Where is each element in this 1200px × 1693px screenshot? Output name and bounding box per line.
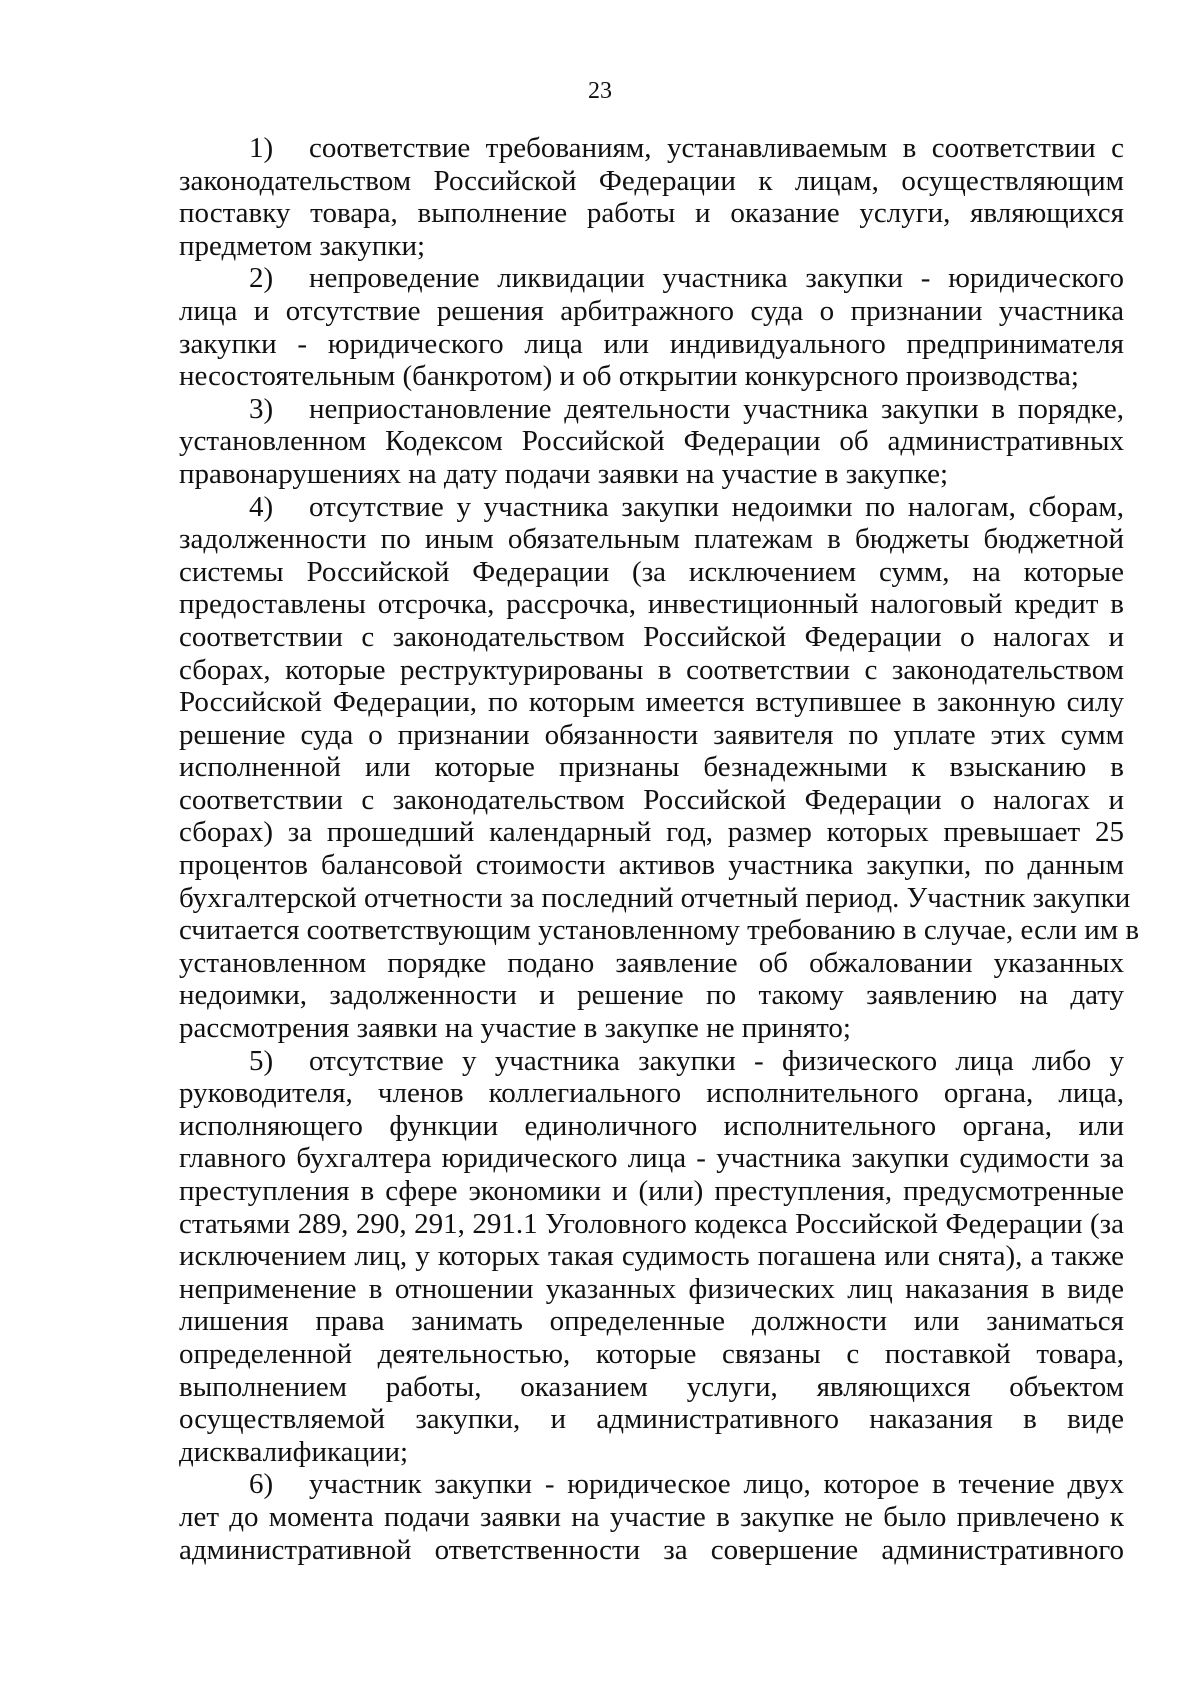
line-text: неприостановление деятельности участника закупки в порядке,: [309, 392, 1124, 425]
text-line: установленном порядке подано заявление об обжаловании указанных: [179, 946, 1124, 979]
text-line: административной ответственности за совершение административного: [179, 1533, 1124, 1566]
line-text: соответствие требованиям, устанавливаемым в соответствии с: [309, 132, 1124, 164]
text-line: [179, 1468, 1124, 1501]
text-line: [179, 262, 1124, 295]
text-line: поставку товара, выполнение работы и оказание услуги, являющихся: [179, 197, 1124, 230]
text-line: [179, 393, 1124, 426]
text-line: системы Российской Федерации (за исключением сумм, на которые: [179, 555, 1124, 588]
list-item: [179, 490, 1140, 1045]
text-line: исключением лиц, у которых такая судимость погашена или снята), а также: [179, 1240, 1124, 1273]
text-line: недоимки, задолженности и решение по такому заявлению на дату: [179, 979, 1124, 1012]
text-line: предметом закупки;: [179, 229, 426, 262]
text-line: рассмотрения заявки на участие в закупке не принято;: [179, 1012, 851, 1045]
text-line: [179, 1045, 1124, 1078]
list-item: [179, 393, 1124, 491]
page-number: 23: [588, 78, 612, 104]
text-line: исполняющего функции единоличного исполнительного органа, или: [179, 1109, 1124, 1142]
text-line: руководителя, членов коллегиального исполнительного органа, лица,: [179, 1077, 1124, 1110]
text-line: предоставлены отсрочка, рассрочка, инвестиционный налоговый кредит в: [179, 588, 1124, 621]
text-line: выполнением работы, оказанием услуги, являющихся объектом: [179, 1370, 1124, 1403]
list-item: [179, 1045, 1124, 1469]
item-number: 2): [249, 262, 274, 295]
list-item: [179, 132, 1124, 262]
document-body: [179, 132, 1140, 1566]
line-text: непроведение ликвидации участника закупки - юридического: [309, 262, 1124, 295]
text-line: исполненной или которые признаны безнадежными к взысканию в: [179, 751, 1124, 784]
item-number: 1): [249, 132, 274, 164]
text-line: лет до момента подачи заявки на участие в закупке не было привлечено к: [179, 1500, 1124, 1533]
text-line: лица и отсутствие решения арбитражного суда о признании участника: [179, 294, 1124, 327]
list-item: [179, 262, 1124, 392]
text-line: сборах, которые реструктурированы в соответствии с законодательством: [179, 653, 1124, 686]
text-line: Российской Федерации, по которым имеется вступившее в законную силу: [179, 686, 1124, 719]
item-number: 4): [249, 490, 274, 523]
text-line: законодательством Российской Федерации к лицам, осуществляющим: [179, 164, 1124, 197]
text-line: сборах) за прошедший календарный год, размер которых превышает 25: [179, 816, 1124, 849]
item-number: 3): [249, 392, 274, 425]
item-number: 5): [249, 1044, 274, 1077]
text-line: определенной деятельностью, которые связаны с поставкой товара,: [179, 1337, 1124, 1370]
text-line: несостоятельным (банкротом) и об открытии конкурсного производства;: [179, 360, 1079, 393]
text-line: соответствии с законодательством Российской Федерации о налогах и: [179, 783, 1124, 816]
line-text: отсутствие у участника закупки недоимки по налогам, сборам,: [309, 490, 1124, 523]
line-text: отсутствие у участника закупки - физического лица либо у: [309, 1044, 1124, 1077]
text-line: [179, 491, 1124, 524]
text-line: процентов балансовой стоимости активов участника закупки, по данным: [179, 849, 1124, 882]
text-line: решение суда о признании обязанности заявителя по уплате этих сумм: [179, 718, 1124, 751]
list-item: [179, 1468, 1124, 1566]
text-line: установленном Кодексом Российской Федерации об административных: [179, 425, 1124, 458]
line-text: участник закупки - юридическое лицо, которое в течение двух: [309, 1468, 1124, 1501]
text-line: правонарушениях на дату подачи заявки на участие в закупке;: [179, 457, 949, 490]
text-line: неприменение в отношении указанных физических лиц наказания в виде: [179, 1272, 1124, 1305]
text-line: бухгалтерской отчетности за последний отчетный период. Участник закупки: [179, 881, 1131, 914]
text-line: осуществляемой закупки, и административного наказания в виде: [179, 1403, 1124, 1436]
text-line: закупки - юридического лица или индивидуального предпринимателя: [179, 327, 1124, 360]
text-line: [179, 132, 1124, 165]
text-line: задолженности по иным обязательным платежам в бюджеты бюджетной: [179, 523, 1124, 556]
text-line: главного бухгалтера юридического лица - участника закупки судимости за: [179, 1142, 1124, 1175]
text-line: соответствии с законодательством Российской Федерации о налогах и: [179, 620, 1124, 653]
text-line: считается соответствующим установленному требованию в случае, если им в: [179, 914, 1140, 947]
text-line: преступления в сфере экономики и (или) преступления, предусмотренные: [179, 1175, 1124, 1207]
item-number: 6): [249, 1468, 274, 1501]
text-line: лишения права занимать определенные должности или заниматься: [179, 1305, 1124, 1338]
text-line: статьями 289, 290, 291, 291.1 Уголовного кодекса Российской Федерации (за: [179, 1207, 1124, 1240]
text-line: дисквалификации;: [179, 1435, 409, 1468]
